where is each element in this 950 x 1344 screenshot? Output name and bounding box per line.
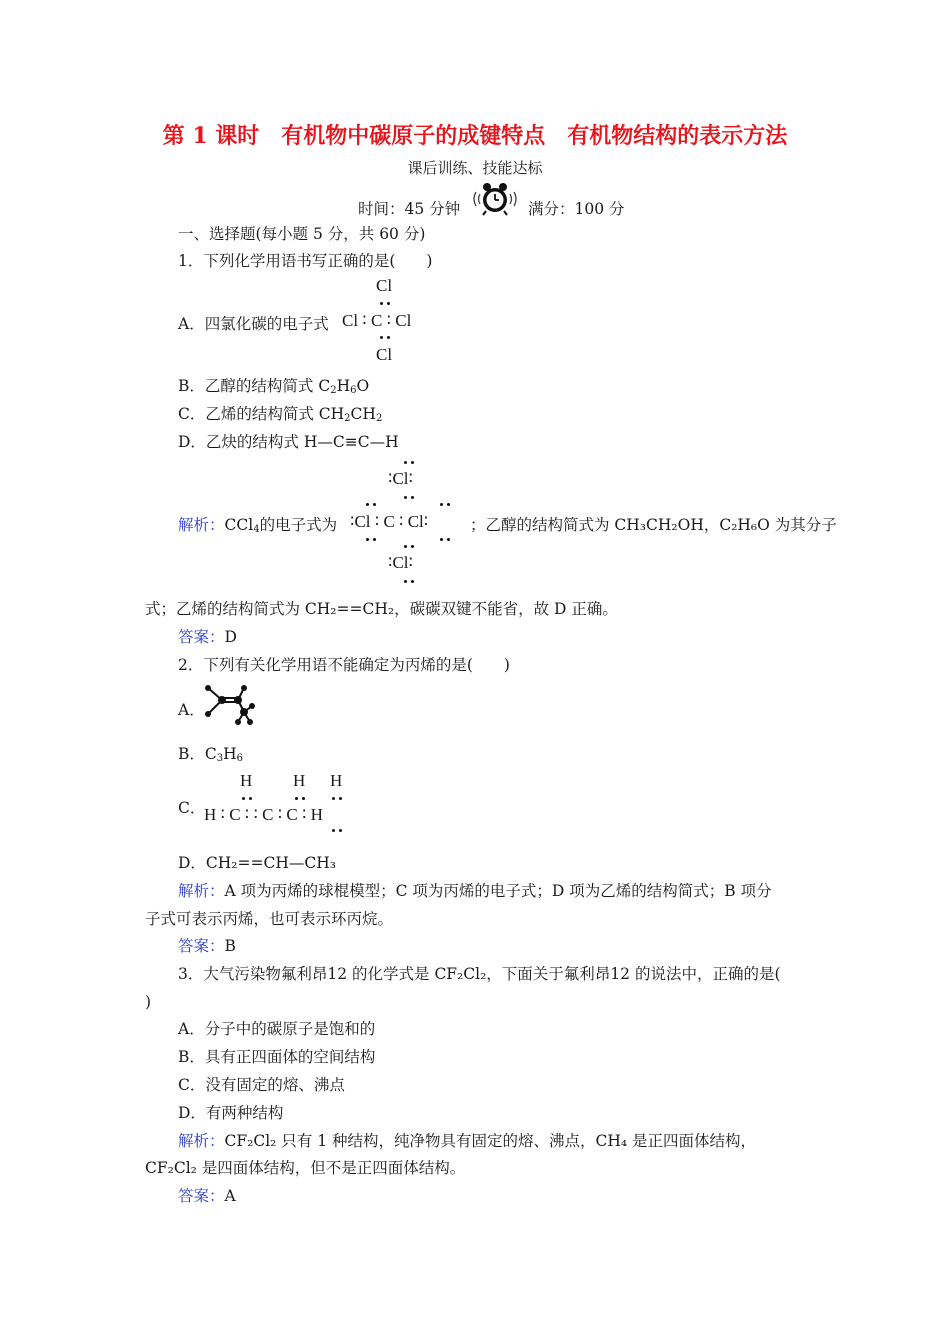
q2-option-a-label: A．: [178, 701, 205, 719]
lone-pair-dot: [249, 797, 252, 800]
lone-pair-dot: [447, 538, 450, 541]
q3-option-c: C．没有固定的熔、沸点: [178, 1076, 345, 1094]
lone-pair-dot: [411, 545, 414, 548]
q1-stem: 1．下列化学用语书写正确的是( ): [178, 252, 433, 270]
lone-pair-dot: [366, 538, 369, 541]
lone-pair-dot: [302, 797, 305, 800]
q1-option-b: B．乙醇的结构简式 $C_2H_6O$: [178, 377, 370, 396]
q3-stem: 3．大气污染物氟利昂12 的化学式是 CF₂Cl₂，下面关于氟利昂12 的说法中，正确的是(: [178, 965, 781, 983]
page-title: 第 1 课时 有机物中碳原子的成键特点 有机物结构的表示方法: [162, 123, 788, 149]
q1-analysis-formula-row: ∶Cl ∶ C ∶ Cl∶: [350, 512, 429, 531]
q2-option-d: D．CH₂==CH—CH₃: [178, 854, 336, 872]
q1-a-formula-top: Cl: [376, 276, 393, 295]
q1-a-formula-row: Cl ∶ C ∶ Cl: [342, 311, 412, 330]
lone-pair-dot: [339, 797, 342, 800]
lone-pair-dot: [411, 461, 414, 464]
lone-pair-dot: [440, 538, 443, 541]
exam-time: 时间：45 分钟: [358, 200, 461, 218]
lone-pair-dot: [339, 829, 342, 832]
q3-option-b: B．具有正四面体的空间结构: [178, 1048, 376, 1066]
q2-c-h1: H: [240, 771, 253, 790]
lone-pair-dot: [404, 496, 407, 499]
q2-option-b: B．$C_3H_6$: [178, 745, 244, 764]
lone-pair-dot: [447, 503, 450, 506]
q1-analysis-line2: 式；乙烯的结构简式为 CH₂==CH₂，碳碳双键不能省，故 D 正确。: [145, 600, 618, 618]
q2-answer: 答案：B: [178, 937, 236, 955]
q1-option-d: D．乙炔的结构式 H—C≡C—H: [178, 433, 399, 451]
q2-option-c-label: C．: [178, 799, 206, 817]
lone-pair-dot: [404, 580, 407, 583]
q1-analysis: 解析：CCl$_4$的电子式为: [178, 516, 338, 535]
q1-analysis-cont: ；乙醇的结构简式为 CH₃CH₂OH，C₂H₆O 为其分子: [470, 516, 837, 534]
q1-option-a: A．四氯化碳的电子式: [178, 315, 329, 333]
lone-pair-dot: [332, 797, 335, 800]
lone-pair-dot: [411, 496, 414, 499]
lone-pair-dot: [295, 797, 298, 800]
lone-pair-dot: [242, 797, 245, 800]
lone-pair-dot: [411, 580, 414, 583]
lone-pair-dot: [440, 503, 443, 506]
lone-pair-dot: [332, 829, 335, 832]
q3-answer: 答案：A: [178, 1187, 236, 1205]
lone-pair-dot: [387, 302, 390, 305]
q2-analysis-line2: 子式可表示丙烯，也可表示环丙烷。: [145, 910, 394, 928]
q1-answer: 答案：D: [178, 628, 237, 646]
q1-option-c: C．乙烯的结构简式 $CH_2CH_2$: [178, 405, 383, 424]
q1-analysis-formula-top: ∶Cl∶: [388, 469, 413, 488]
lone-pair-dot: [380, 336, 383, 339]
q3-option-a: A．分子中的碳原子是饱和的: [178, 1020, 376, 1038]
lone-pair-dot: [404, 545, 407, 548]
lone-pair-dot: [380, 302, 383, 305]
lone-pair-dot: [366, 503, 369, 506]
alarm-clock-icon: [470, 182, 520, 216]
q1-analysis-formula-bottom: ∶Cl∶: [388, 553, 413, 572]
q2-c-h2: H: [293, 771, 306, 790]
q3-stem-cont: ): [145, 993, 152, 1011]
q3-option-d: D．有两种结构: [178, 1104, 284, 1122]
q3-analysis: 解析：CF₂Cl₂ 只有 1 种结构，纯净物具有固定的熔、沸点，CH₄ 是正四面体结构，: [178, 1132, 757, 1150]
page-subtitle: 课后训练、技能达标: [407, 159, 543, 177]
q3-analysis-line2: CF₂Cl₂ 是四面体结构，但不是正四面体结构。: [145, 1159, 466, 1177]
q2-c-h3: H: [330, 771, 343, 790]
exam-score: 满分：100 分: [528, 200, 625, 218]
lone-pair-dot: [373, 538, 376, 541]
q2-stem: 2．下列有关化学用语不能确定为丙烯的是( ): [178, 656, 510, 674]
lone-pair-dot: [387, 336, 390, 339]
ball-and-stick-model-icon: [200, 682, 260, 730]
section-heading: 一、选择题(每小题 5 分，共 60 分): [178, 225, 426, 243]
lone-pair-dot: [404, 461, 407, 464]
lone-pair-dot: [373, 503, 376, 506]
q2-c-formula-row: H ∶ C ∶ ∶ C ∶ C ∶ H: [204, 805, 323, 824]
q2-analysis: 解析：A 项为丙烯的球棍模型；C 项为丙烯的电子式；D 项为乙烯的结构简式；B 项分: [178, 882, 772, 900]
q1-a-formula-bottom: Cl: [376, 345, 393, 364]
